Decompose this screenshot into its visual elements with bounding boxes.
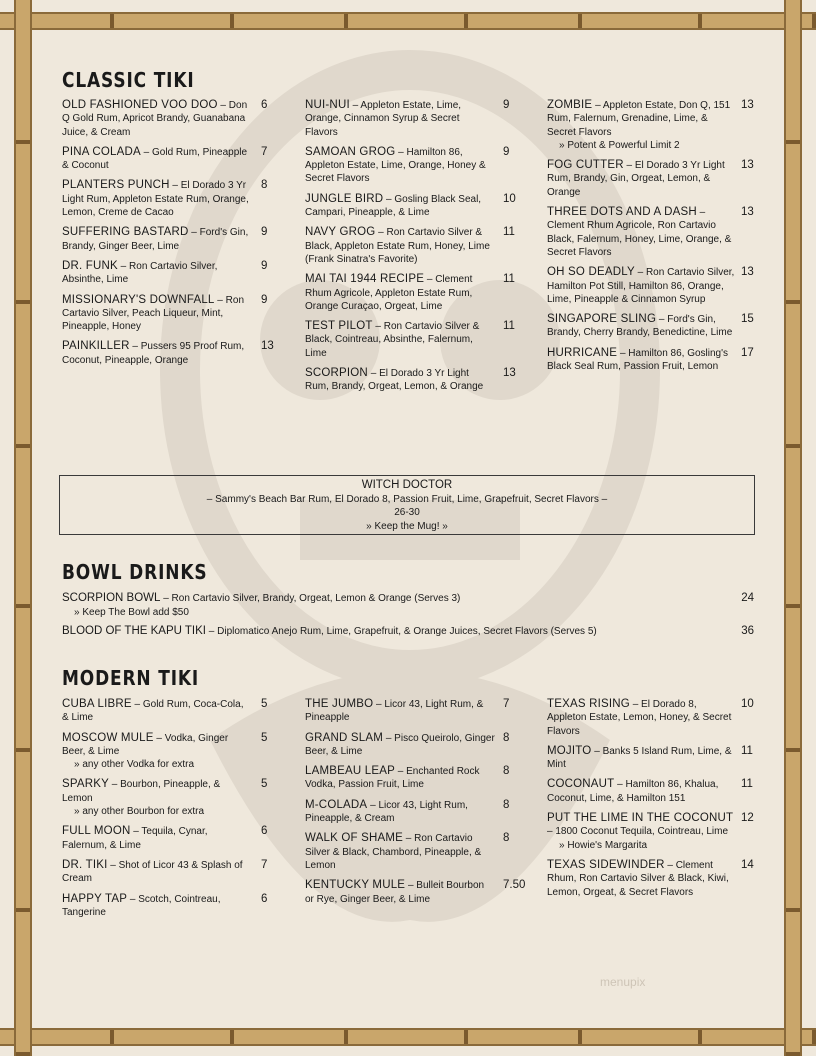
menu-item-desc: Ron Cartavio Silver & Black, Appleton Estate Rum, Honey, Lime (Frank Sinatra's Favorite) <box>305 227 490 265</box>
menu-item-price: 11 <box>503 226 515 239</box>
menu-item-separator: – <box>656 314 668 326</box>
menu-item-price: 7 <box>261 145 268 158</box>
menu-item-note: » Potent & Powerful Limit 2 <box>559 139 680 151</box>
menu-item-price: 15 <box>741 313 754 326</box>
menu-item-price: 5 <box>261 698 268 710</box>
menu-item-text <box>305 879 515 906</box>
menu-item <box>62 778 272 818</box>
menu-item-name: PLANTERS PUNCH <box>62 179 170 192</box>
menu-item-desc: Gold Rum, Pineapple & Coconut <box>62 146 248 172</box>
menu-item <box>305 832 515 872</box>
menu-item-text <box>547 745 757 772</box>
menu-item <box>62 859 272 886</box>
menu-item-text <box>547 206 757 259</box>
menu-item-name: DR. FUNK <box>62 259 118 272</box>
menu-item <box>547 745 757 772</box>
menu-item-price: 11 <box>741 778 753 791</box>
menu-item <box>547 99 757 152</box>
menu-item-separator: – <box>140 146 153 158</box>
witch-doctor-box <box>59 475 755 535</box>
bamboo-border-top <box>0 12 816 30</box>
menu-item-text <box>305 698 515 725</box>
menu-item-separator: – <box>349 100 361 111</box>
menu-item-separator: – <box>373 699 385 710</box>
menu-item-text <box>305 765 515 792</box>
menu-item-text <box>547 313 757 340</box>
menu-item-text <box>305 226 515 266</box>
bamboo-border-right <box>784 0 802 1056</box>
menu-item-text <box>62 340 272 367</box>
menu-item-desc: Vodka, Ginger Beer, & Lime <box>62 732 229 757</box>
menu-item <box>62 698 272 725</box>
menu-item-desc: Ron Cartavio Silver, Hamilton Pot Still, Hamilton 86, Orange, Lime, Pineapple & Cinnamon Syrup <box>547 267 735 305</box>
menu-item-name: COCONAUT <box>547 778 615 791</box>
menu-item-separator: – <box>383 193 395 205</box>
bowl-item-price: 24 <box>741 592 754 604</box>
menu-item <box>62 732 272 772</box>
menu-item-text <box>547 99 757 152</box>
menu-item-name: MISSIONARY'S DOWNFALL <box>62 293 215 306</box>
menu-item-text <box>305 320 515 360</box>
menu-item <box>62 340 272 367</box>
bowl-item-note: » Keep The Bowl add $50 <box>74 606 189 618</box>
menu-item <box>547 266 757 306</box>
menu-item-name: SUFFERING BASTARD <box>62 226 189 239</box>
menu-item-name: THE JUMBO <box>305 698 374 710</box>
menu-item-desc: Clement Rhum Agricole, Appleton Estate Rum, Orange Curaçao, Orgeat, Lime <box>305 274 473 312</box>
menu-item-price: 11 <box>503 320 515 333</box>
menu-item-separator: – <box>375 227 387 239</box>
menu-item-separator: – <box>214 294 226 306</box>
menu-item-price: 8 <box>261 179 268 192</box>
menu-item-text <box>305 146 515 186</box>
menu-item-name: SPARKY <box>62 778 110 791</box>
menu-item-text <box>547 347 757 374</box>
menu-item-text <box>62 778 272 818</box>
menu-item-desc: El Dorado 3 Yr Light Rum, Appleton Estate Rum, Orange, Lemon, Creme de Cacao <box>62 180 249 219</box>
menu-item-text <box>305 193 515 220</box>
menu-item-separator: – <box>634 267 646 279</box>
menu-item <box>547 778 757 805</box>
menu-item-desc: Ron Cartavio Silver, Peach Liqueur, Mint, Pineapple, Honey <box>62 294 245 333</box>
menu-item-name: MAI TAI 1944 RECIPE <box>305 273 425 286</box>
menu-item <box>547 313 757 340</box>
menu-item-price: 10 <box>503 192 516 205</box>
menu-item-price: 13 <box>741 206 754 219</box>
menu-item-name: HAPPY TAP <box>62 892 128 905</box>
menu-item-desc: El Dorado 3 Yr Light Rum, Brandy, Gin, Orgeat, Lemon, & Orange <box>547 160 725 198</box>
menu-item-text <box>305 273 515 313</box>
menu-item-name: PUT THE LIME IN THE COCONUT <box>547 812 734 825</box>
menu-item-price: 9 <box>503 99 510 111</box>
menu-item-name: DR. TIKI <box>62 858 108 871</box>
menu-item-desc: Ford's Gin, Brandy, Cherry Brandy, Benedictine, Lime <box>547 314 733 339</box>
menu-item-separator: – <box>109 779 121 791</box>
menu-item-price: 13 <box>741 159 754 172</box>
menu-item-separator: – <box>130 826 142 838</box>
menu-item-separator: – <box>131 699 143 710</box>
menu-item-name: PINA COLADA <box>62 145 141 158</box>
menu-item <box>305 799 515 826</box>
menu-item-desc: El Dorado 3 Yr Light Rum, Brandy, Orgeat, Lemon, & Orange <box>305 368 484 393</box>
section-title-bowl-drinks: BOWL DRINKS <box>62 560 208 584</box>
menu-item-text <box>62 226 272 253</box>
menu-item-text <box>62 698 272 725</box>
menu-item-note: » Howie's Margarita <box>559 839 648 851</box>
menu-item-name: CUBA LIBRE <box>62 698 132 710</box>
menu-item-desc: Bourbon, Pineapple, & Lemon <box>62 779 221 804</box>
menu-item-name: OH SO DEADLY <box>547 266 635 279</box>
menu-item-price: 5 <box>261 731 268 744</box>
menu-item-separator: – <box>188 227 200 239</box>
bowl-item-scorpion-bowl: SCORPION BOWL – Ron Cartavio Silver, Brandy, Orgeat, Lemon & Orange (Serves 3) 24 » Keep The Bowl add $50 <box>62 592 754 618</box>
menu-item-name: SCORPION <box>305 367 368 380</box>
menu-item-separator: – <box>664 859 676 871</box>
menu-item-price: 8 <box>503 832 510 845</box>
menu-item-name: GRAND SLAM <box>305 731 384 744</box>
menu-item <box>305 226 515 266</box>
menu-item-text <box>305 799 515 826</box>
menu-item-desc: Gold Rum, Coca-Cola, & Lime <box>62 699 244 724</box>
menu-item-separator: – <box>591 745 603 757</box>
menu-item <box>62 226 272 253</box>
menu-item-desc: Hamilton 86, Gosling's Black Seal Rum, Passion Fruit, Lemon <box>547 347 729 373</box>
menu-item-price: 9 <box>261 226 268 239</box>
bowl-item-name: SCORPION BOWL <box>62 592 161 604</box>
menu-item <box>547 859 757 899</box>
menu-item-price: 8 <box>503 765 510 778</box>
menu-item-name: MOJITO <box>547 744 592 757</box>
menu-item-text <box>62 260 272 287</box>
menu-item-price: 13 <box>503 367 516 380</box>
menu-item <box>62 893 272 920</box>
menu-item-name: M-COLADA <box>305 798 368 811</box>
menu-item-name: PAINKILLER <box>62 340 130 353</box>
menu-item <box>305 879 526 906</box>
menu-item-text <box>62 179 272 219</box>
menu-item <box>305 765 515 792</box>
menu-item-separator: – <box>153 732 165 744</box>
menu-item <box>62 260 272 287</box>
bowl-item-name: BLOOD OF THE KAPU TIKI <box>62 625 206 637</box>
menu-item <box>547 812 757 852</box>
menu-item-separator: – <box>367 799 379 811</box>
menu-item-name: FULL MOON <box>62 825 131 838</box>
menu-item-desc: Ron Cartavio Silver & Black, Chambord, Pineapple, & Lemon <box>305 833 482 871</box>
menu-item-text <box>305 99 515 139</box>
menu-item-text <box>547 812 757 852</box>
menu-item-text <box>62 294 272 334</box>
menu-item-separator: – <box>623 160 635 172</box>
menu-item-price: 6 <box>261 99 268 111</box>
menu-item <box>62 294 272 334</box>
menu-item-name: WALK OF SHAME <box>305 832 404 845</box>
menu-item-name: TEXAS SIDEWINDER <box>547 858 665 871</box>
menu-item-separator: – <box>614 779 626 791</box>
menu-item-separator: – <box>592 100 603 111</box>
menu-item-separator: – <box>129 341 141 353</box>
menu-item-name: LAMBEAU LEAP <box>305 765 395 778</box>
witch-doctor-desc: – Sammy's Beach Bar Rum, El Dorado 8, Passion Fruit, Lime, Grapefruit, Secret Flavors – <box>206 493 608 505</box>
modern-tiki-column-1 <box>62 698 272 926</box>
menupix-watermark: menupix <box>600 975 646 989</box>
menu-item-name: KENTUCKY MULE <box>305 879 406 892</box>
menu-item <box>305 146 515 186</box>
menu-item-price: 14 <box>741 858 754 871</box>
menu-item-price: 12 <box>741 812 754 825</box>
menu-item-text <box>547 266 757 306</box>
menu-item-name: JUNGLE BIRD <box>305 192 384 205</box>
menu-item-separator: – <box>696 207 706 219</box>
menu-item <box>62 179 272 219</box>
menu-item-separator: – <box>217 100 229 111</box>
menu-item-name: HURRICANE <box>547 346 618 359</box>
menu-item-text <box>62 146 272 173</box>
menu-item-desc: Bulleit Bourbon or Rye, Ginger Beer, & Lime <box>305 880 485 905</box>
menu-item-desc: Gosling Black Seal, Campari, Pineapple, & Lime <box>305 193 482 219</box>
menu-item-text <box>305 832 515 872</box>
witch-doctor-note: » Keep the Mug! » <box>366 520 448 532</box>
menu-item-desc: El Dorado 8, Appleton Estate, Lemon, Honey, & Secret Flavors <box>547 699 732 737</box>
menu-item-text <box>62 859 272 886</box>
menu-item-desc: Clement Rhum, Ron Cartavio Silver & Black, Kiwi, Lemon, Orgeat, & Secret Flavors <box>547 859 729 898</box>
menu-item-price: 9 <box>503 145 510 158</box>
menu-item-text <box>305 732 515 759</box>
menu-item-separator: – <box>169 180 181 192</box>
classic-tiki-column-2 <box>305 99 515 401</box>
modern-tiki-column-2 <box>305 698 526 913</box>
menu-item-name: ZOMBIE <box>547 99 593 111</box>
menu-item-price: 7 <box>261 858 268 871</box>
menu-item-separator: – <box>107 859 119 871</box>
menu-item-name: OLD FASHIONED VOO DOO <box>62 99 218 111</box>
menu-item-separator: – <box>424 274 436 286</box>
menu-item-name: TEST PILOT <box>305 320 373 333</box>
bamboo-border-bottom <box>0 1028 816 1046</box>
menu-item-separator: – <box>403 833 415 845</box>
menu-item-name: THREE DOTS AND A DASH <box>547 206 697 219</box>
menu-item-price: 9 <box>261 259 268 272</box>
menu-item-price: 13 <box>261 340 274 353</box>
menu-item-price: 11 <box>503 273 515 286</box>
menu-item-price: 10 <box>741 698 754 710</box>
menu-item-text <box>62 825 272 852</box>
menu-item-desc: Ron Cartavio Silver & Black, Cointreau, Absinthe, Falernum, Lime <box>305 321 480 359</box>
menu-item <box>62 99 272 139</box>
witch-doctor-price: 26-30 <box>394 507 420 518</box>
menu-item-text <box>305 367 515 394</box>
classic-tiki-column-3 <box>547 99 757 380</box>
menu-item-desc: Appleton Estate, Lime, Orange, Cinnamon Syrup & Secret Flavors <box>305 100 462 138</box>
menu-item-desc: Ford's Gin, Brandy, Ginger Beer, Lime <box>62 227 249 252</box>
menu-item-desc: 1800 Coconut Tequila, Cointreau, Lime <box>555 826 729 838</box>
menu-item-price: 6 <box>261 892 268 905</box>
bowl-item-desc: Diplomatico Anejo Rum, Lime, Grapefruit, & Orange Juices, Secret Flavors (Serves 5) <box>217 626 597 637</box>
menu-item-price: 6 <box>261 825 268 838</box>
menu-item-desc: Appleton Estate, Don Q, 151 Rum, Falernum, Grenadine, Lime, & Secret Flavors <box>547 100 731 138</box>
menu-item-desc: Scotch, Cointreau, Tangerine <box>62 893 221 918</box>
menu-item-name: TEXAS RISING <box>547 698 630 710</box>
menu-item-text <box>547 698 757 738</box>
menu-item-text <box>62 99 272 139</box>
menu-item-price: 11 <box>741 744 753 757</box>
menu-item-price: 13 <box>741 266 754 279</box>
menu-item <box>305 698 515 725</box>
menu-item <box>305 273 515 313</box>
menu-item <box>547 206 757 259</box>
menu-item-separator: – <box>629 699 642 710</box>
menu-item-name: NAVY GROG <box>305 226 376 239</box>
menu-item-separator: – <box>117 260 130 272</box>
menu-item <box>547 159 757 199</box>
menu-item-text <box>62 732 272 772</box>
menu-item-desc: Hamilton 86, Appleton Estate, Lime, Orange, Honey & Secret Flavors <box>305 146 486 185</box>
section-title-modern-tiki: MODERN TIKI <box>62 666 200 690</box>
menu-item <box>305 193 515 220</box>
classic-tiki-column-1 <box>62 99 272 374</box>
menu-item-separator: – <box>367 368 380 380</box>
menu-item-desc: Pussers 95 Proof Rum, Coconut, Pineapple, Orange <box>62 341 245 366</box>
menu-item-desc: Licor 43, Light Rum, Pineapple, & Cream <box>305 799 468 825</box>
menu-item-desc: Pisco Queirolo, Ginger Beer, & Lime <box>305 732 495 757</box>
menu-item-text <box>547 859 757 899</box>
menu-item-text <box>62 893 272 920</box>
witch-doctor-name: WITCH DOCTOR <box>361 479 453 491</box>
menu-item <box>547 698 757 738</box>
modern-tiki-column-3 <box>547 698 757 906</box>
menu-item-separator: – <box>405 880 417 892</box>
section-title-classic-tiki: CLASSIC TIKI <box>62 68 195 92</box>
menu-item-desc: Ron Cartavio Silver, Absinthe, Lime <box>62 260 218 286</box>
menu-item <box>62 146 272 173</box>
menu-item-separator: – <box>395 146 407 158</box>
menu-item-name: FOG CUTTER <box>547 159 624 172</box>
menu-item-price: 9 <box>261 293 268 306</box>
menu-item-desc: Shot of Licor 43 & Splash of Cream <box>62 859 243 885</box>
menu-item-note: » any other Vodka for extra <box>74 759 195 771</box>
menu-item-separator: – <box>127 893 139 905</box>
menu-item-price: 7 <box>503 698 510 710</box>
menu-item-desc: Licor 43, Light Rum, & Pineapple <box>305 699 484 724</box>
menu-item-separator: – <box>383 732 395 744</box>
menu-item-desc: Tequila, Cynar, Falernum, & Lime <box>62 826 208 851</box>
menu-item-desc: Clement Rhum Agricole, Ron Cartavio Black, Falernum, Honey, Lime, Orange, & Secret Flavors <box>547 220 732 258</box>
menu-item <box>547 347 757 374</box>
menu-item-price: 8 <box>503 731 510 744</box>
menu-item <box>305 732 515 759</box>
menu-item-price: 13 <box>741 99 754 111</box>
menu-item <box>305 320 515 360</box>
menu-item-desc: Don Q Gold Rum, Apricot Brandy, Guanabana Juice, & Cream <box>62 100 248 138</box>
menu-item-separator: – <box>547 826 556 838</box>
menu-item-name: SINGAPORE SLING <box>547 313 657 326</box>
menu-item <box>62 825 272 852</box>
menu-item <box>305 99 515 139</box>
menu-item-price: 17 <box>741 346 754 359</box>
menu-item-separator: – <box>617 347 629 359</box>
menu-item-name: MOSCOW MULE <box>62 731 154 744</box>
menu-item-price: 8 <box>503 798 510 811</box>
bamboo-border-left <box>14 0 32 1056</box>
menu-item-separator: – <box>394 766 407 778</box>
menu-item-desc: Enchanted Rock Vodka, Passion Fruit, Lime <box>305 766 480 791</box>
menu-item <box>305 367 515 394</box>
menu-item-price: 5 <box>261 778 268 791</box>
menu-item-name: NUI-NUI <box>305 99 350 111</box>
menu-item-price: 7.50 <box>503 879 526 892</box>
bowl-item-blood-of-the-kapu-tiki: BLOOD OF THE KAPU TIKI – Diplomatico Anejo Rum, Lime, Grapefruit, & Orange Juices, Secret Flavors (Serves 5) 36 <box>62 625 754 637</box>
menu-item-note: » any other Bourbon for extra <box>74 806 205 818</box>
menu-item-text <box>547 159 757 199</box>
menu-item-desc: Banks 5 Island Rum, Lime, & Mint <box>547 745 732 771</box>
bowl-item-desc: Ron Cartavio Silver, Brandy, Orgeat, Lemon & Orange (Serves 3) <box>171 593 461 604</box>
menu-item-name: SAMOAN GROG <box>305 145 396 158</box>
bowl-item-price: 36 <box>741 625 754 637</box>
menu-item-text <box>547 778 757 805</box>
menu-item-separator: – <box>372 321 384 333</box>
menu-item-desc: Hamilton 86, Khalua, Coconut, Lime, & Hamilton 151 <box>547 779 719 804</box>
